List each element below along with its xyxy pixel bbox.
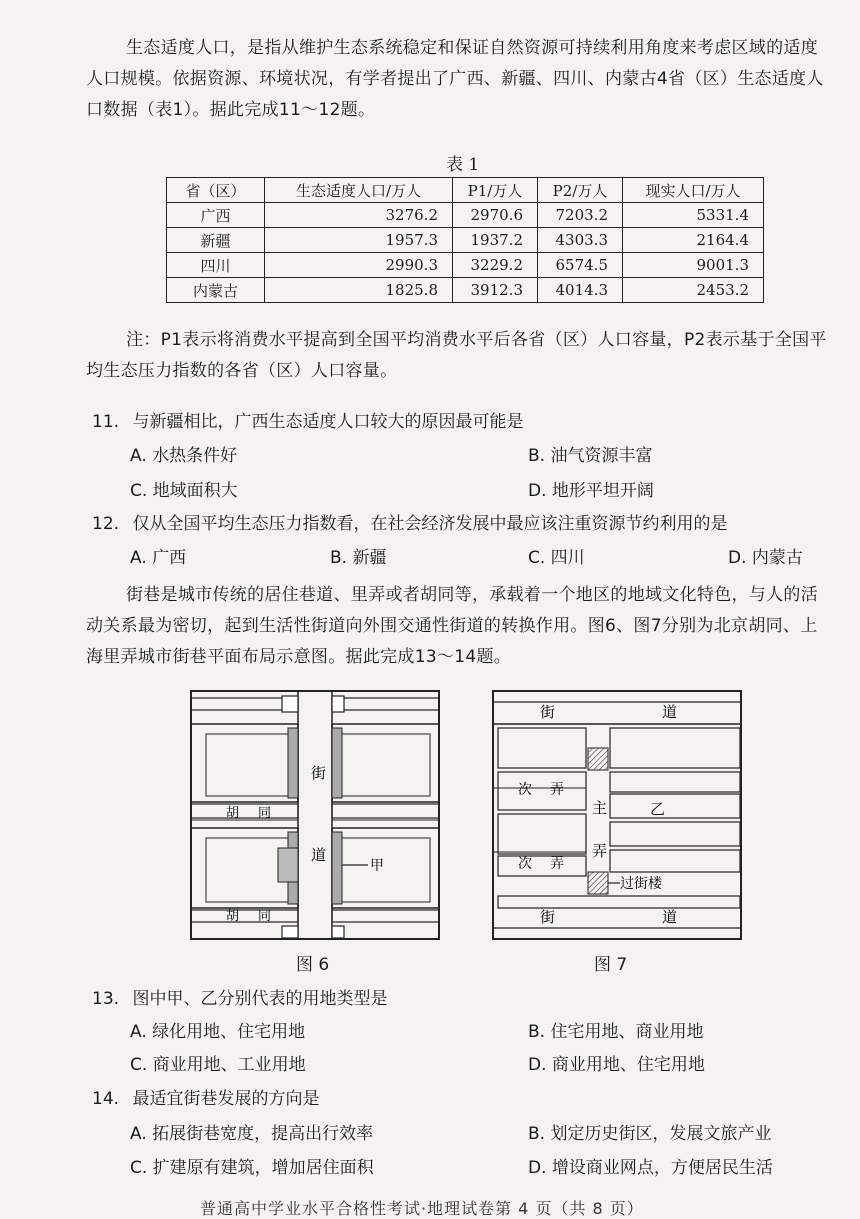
figure7-street-char2-top: 道 xyxy=(662,703,678,721)
figure6-caption: 图 6 xyxy=(296,955,330,975)
figure6-hutong-layout xyxy=(190,690,440,940)
figure7-street-char1-bottom: 街 xyxy=(540,908,556,926)
option-13a[interactable]: A. 绿化用地、住宅用地 xyxy=(130,1022,306,1042)
header-p2: P2/万人 xyxy=(538,178,623,203)
option-12d[interactable]: D. 内蒙古 xyxy=(728,548,803,568)
table-cell: 1937.2 xyxy=(453,228,538,253)
figure7-guojielou-label: 过街楼 xyxy=(620,876,662,892)
figure7-zhu-label: 主 xyxy=(592,799,608,817)
figure7-lilong-layout xyxy=(492,690,742,940)
table-cell: 广西 xyxy=(167,203,265,228)
option-12b[interactable]: B. 新疆 xyxy=(330,548,387,568)
table-cell: 内蒙古 xyxy=(167,278,265,303)
option-13b[interactable]: B. 住宅用地、商业用地 xyxy=(528,1022,704,1042)
table-cell: 新疆 xyxy=(167,228,265,253)
figure7-long-upper: 弄 xyxy=(550,782,564,798)
table-row xyxy=(167,203,764,228)
question-11 xyxy=(92,407,523,432)
header-province: 省（区） xyxy=(167,178,265,203)
option-11a[interactable]: A. 水热条件好 xyxy=(130,446,238,466)
question-number: 13. xyxy=(92,989,120,1009)
intro-paragraph: 生态适度人口，是指从维护生态系统稳定和保证自然资源可持续利用角度来考虑区域的适度人口规模。依据资源、环境状况，有学者提出了广西、新疆、四川、内蒙古4省（区）生态适度人口数据（表1）。据此完成11～12题。 xyxy=(86,38,824,120)
option-11b[interactable]: B. 油气资源丰富 xyxy=(528,446,653,466)
table-cell: 2164.4 xyxy=(623,228,764,253)
table-caption: 表 1 xyxy=(446,155,480,175)
question-number: 11. xyxy=(92,412,120,432)
population-table xyxy=(166,177,764,303)
table-cell: 3276.2 xyxy=(265,203,453,228)
question-12 xyxy=(92,509,727,534)
passage-paragraph: 街巷是城市传统的居住巷道、里弄或者胡同等，承载着一个地区的地域文化特色，与人的活动关系最为密切，起到生活性街道向外围交通性街道的转换作用。图6、图7分别为北京胡同、上海里弄城市街巷平面布局示意图。据此完成13～14题。 xyxy=(86,585,818,667)
table-cell: 3912.3 xyxy=(453,278,538,303)
figure7-long-main: 弄 xyxy=(592,842,608,860)
question-number: 12. xyxy=(92,514,120,534)
table-cell: 4014.3 xyxy=(538,278,623,303)
header-eco-population: 生态适度人口/万人 xyxy=(265,178,453,203)
table-cell: 1957.3 xyxy=(265,228,453,253)
figure7-caption: 图 7 xyxy=(594,955,628,975)
table-cell: 4303.3 xyxy=(538,228,623,253)
figure6-jia-label: 甲 xyxy=(370,858,384,874)
table-header-row xyxy=(167,178,764,203)
figure6-street-char2: 道 xyxy=(311,846,327,864)
table-cell: 2990.3 xyxy=(265,253,453,278)
table-row xyxy=(167,228,764,253)
option-14b[interactable]: B. 划定历史街区，发展文旅产业 xyxy=(528,1124,772,1144)
table-cell: 2970.6 xyxy=(453,203,538,228)
option-14c[interactable]: C. 扩建原有建筑，增加居住面积 xyxy=(130,1158,374,1178)
figure7-yi-label: 乙 xyxy=(650,800,666,818)
figure6-hutong-char2-lower: 同 xyxy=(258,909,272,924)
table-row xyxy=(167,253,764,278)
figure6-hutong-char1-upper: 胡 xyxy=(226,806,240,821)
table-cell: 9001.3 xyxy=(623,253,764,278)
table-cell: 3229.2 xyxy=(453,253,538,278)
table-cell: 5331.4 xyxy=(623,203,764,228)
header-p1: P1/万人 xyxy=(453,178,538,203)
question-14 xyxy=(92,1084,319,1109)
question-stem: 最适宜街巷发展的方向是 xyxy=(132,1089,320,1109)
figure7-street-char2-bottom: 道 xyxy=(662,908,678,926)
table-cell: 四川 xyxy=(167,253,265,278)
figure7-ci-upper: 次 xyxy=(518,782,532,798)
table-cell: 2453.2 xyxy=(623,278,764,303)
option-12c[interactable]: C. 四川 xyxy=(528,548,585,568)
question-stem: 仅从全国平均生态压力指数看，在社会经济发展中最应该注重资源节约利用的是 xyxy=(132,514,728,534)
option-11d[interactable]: D. 地形平坦开阔 xyxy=(528,481,654,501)
header-real-population: 现实人口/万人 xyxy=(623,178,764,203)
page-footer: 普通高中学业水平合格性考试·地理试卷第 4 页（共 8 页） xyxy=(200,1199,644,1218)
table-cell: 1825.8 xyxy=(265,278,453,303)
option-14a[interactable]: A. 拓展街巷宽度，提高出行效率 xyxy=(130,1124,374,1144)
figure7-street-char1-top: 街 xyxy=(540,703,556,721)
option-13d[interactable]: D. 商业用地、住宅用地 xyxy=(528,1055,705,1075)
question-number: 14. xyxy=(92,1089,120,1109)
figure6-street-char1: 街 xyxy=(311,764,327,782)
figure7-ci-lower: 次 xyxy=(518,856,532,872)
option-14d[interactable]: D. 增设商业网点，方便居民生活 xyxy=(528,1158,773,1178)
option-12a[interactable]: A. 广西 xyxy=(130,548,187,568)
table-cell: 7203.2 xyxy=(538,203,623,228)
table-cell: 6574.5 xyxy=(538,253,623,278)
table-note: 注：P1表示将消费水平提高到全国平均消费水平后各省（区）人口容量，P2表示基于全国平均生态压力指数的各省（区）人口容量。 xyxy=(86,330,827,381)
figure6-hutong-char2-upper: 同 xyxy=(258,806,272,821)
option-13c[interactable]: C. 商业用地、工业用地 xyxy=(130,1055,306,1075)
table-row xyxy=(167,278,764,303)
question-stem: 图中甲、乙分别代表的用地类型是 xyxy=(132,989,388,1009)
option-11c[interactable]: C. 地域面积大 xyxy=(130,481,238,501)
figure6-hutong-char1-lower: 胡 xyxy=(226,909,240,924)
question-13 xyxy=(92,984,387,1009)
figure7-long-lower: 弄 xyxy=(550,856,564,872)
question-stem: 与新疆相比，广西生态适度人口较大的原因最可能是 xyxy=(132,412,524,432)
